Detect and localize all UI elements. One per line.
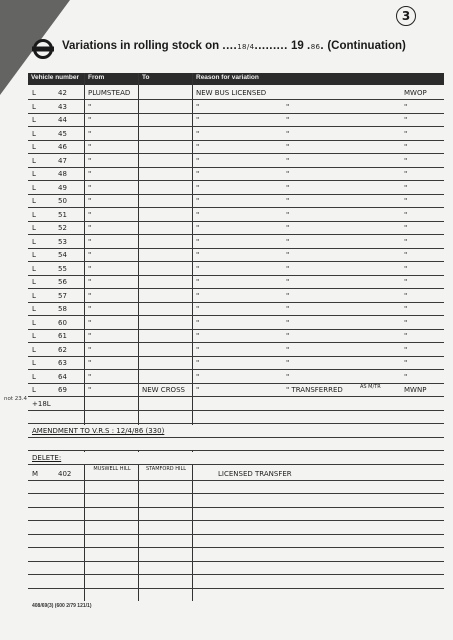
reason-part-4: " — [404, 210, 408, 219]
reason-part-2: " — [286, 143, 290, 151]
vehicle-type: L — [32, 197, 36, 205]
table-row — [28, 330, 444, 343]
reason-part-2: " — [286, 291, 290, 300]
vehicle-type: L — [32, 143, 36, 151]
table-row — [28, 425, 444, 438]
table-row — [28, 465, 444, 481]
table-row — [28, 495, 444, 508]
from-garage: " — [88, 372, 92, 381]
reason-part-4: " — [404, 237, 408, 246]
table-row — [28, 101, 444, 114]
from-garage: " — [88, 143, 92, 151]
reason-part-2: " — [286, 129, 290, 138]
reason-part-4: " — [404, 129, 408, 138]
variations-table — [28, 73, 444, 601]
table-row — [28, 549, 444, 562]
reason-part-2: " — [286, 102, 290, 111]
reason-part-1: " — [196, 183, 200, 192]
total-note: +18L — [32, 399, 51, 408]
reason-part-2: " — [286, 332, 290, 340]
vehicle-type: M — [32, 470, 39, 478]
vehicle-number: 61 — [58, 332, 67, 340]
table-row — [28, 438, 444, 451]
reason-part-1: " — [196, 143, 200, 151]
column-header-vehicle-number: Vehicle number — [31, 74, 80, 81]
table-row — [28, 508, 444, 521]
table-row — [28, 290, 444, 303]
vehicle-number: 48 — [58, 170, 67, 178]
reason-part-4: " — [404, 197, 408, 205]
reason-part-2: " — [286, 251, 290, 259]
vehicle-number: 53 — [58, 237, 67, 246]
reason-part-4: " — [404, 278, 408, 286]
from-garage: " — [88, 102, 92, 111]
from-garage: " — [88, 116, 92, 124]
reason-part-2: " — [286, 183, 290, 192]
table-row — [28, 317, 444, 330]
from-garage: " — [88, 305, 92, 313]
column-header-reason: Reason for variation — [196, 74, 259, 81]
reason-part-4: " — [404, 251, 408, 259]
page-number: 3 — [401, 9, 411, 23]
london-transport-roundel-icon — [32, 38, 54, 60]
vehicle-type: L — [32, 386, 36, 394]
vehicle-number: 49 — [58, 183, 67, 192]
delete-label: DELETE: — [32, 453, 62, 462]
reason-part-2: " — [286, 156, 290, 165]
from-garage: MUSWELL HILL — [93, 466, 131, 472]
vehicle-type: L — [32, 318, 36, 327]
vehicle-type: L — [32, 170, 36, 178]
vehicle-number: 44 — [58, 116, 67, 124]
table-row — [28, 398, 444, 411]
title-year: 86 — [310, 43, 321, 51]
reason-part-4: " — [404, 170, 408, 178]
vehicle-type: L — [32, 278, 36, 286]
vehicle-number: 402 — [58, 470, 72, 478]
form-footer-code: 408/69(3) (600 2/79 121/1) — [32, 603, 92, 609]
reason-part-2: " — [286, 224, 290, 232]
reason-part-4: " — [404, 372, 408, 381]
table-row — [28, 535, 444, 548]
from-garage: " — [88, 170, 92, 178]
vehicle-type: L — [32, 345, 36, 354]
reason-part-4: " — [404, 332, 408, 340]
reason-part-1: " — [196, 197, 200, 205]
reason-part-4: MWOP — [404, 89, 427, 97]
reason-part-2: " — [286, 372, 290, 381]
from-garage: " — [88, 359, 92, 367]
amendment-note: AMENDMENT TO V.R.S : 12/4/86 (330) — [32, 426, 165, 435]
vehicle-number: 45 — [58, 129, 67, 138]
reason-part-1: " — [196, 345, 200, 354]
vehicle-number: 58 — [58, 305, 67, 313]
reason-part-1: " — [196, 224, 200, 232]
reason-part-1: NEW BUS LICENSED — [196, 89, 267, 97]
table-row — [28, 576, 444, 589]
reason-part-2: " — [286, 278, 290, 286]
vehicle-type: L — [32, 183, 36, 192]
vehicle-type: L — [32, 89, 36, 97]
title-suffix: (Continuation) — [327, 40, 406, 52]
reason-part-1: " — [196, 278, 200, 286]
vehicle-number: 69 — [58, 386, 67, 394]
reason-part-2: " — [286, 170, 290, 178]
title-date: 18/4 — [237, 43, 255, 51]
from-garage: " — [88, 278, 92, 286]
reason-part-1: " — [196, 305, 200, 313]
vehicle-type: L — [32, 102, 36, 111]
reason-part-2: " TRANSFERRED — [286, 386, 343, 394]
table-row — [28, 114, 444, 127]
reason-part-1: " — [196, 251, 200, 259]
reason-part-2: " — [286, 197, 290, 205]
table-row — [28, 249, 444, 262]
reason-part-1: " — [196, 332, 200, 340]
reason-part-3: AS M/TR — [360, 384, 381, 390]
reason-part-1: " — [196, 102, 200, 111]
reason-part-4: " — [404, 318, 408, 327]
reason-part-1: " — [196, 386, 200, 394]
table-row — [28, 562, 444, 575]
table-row — [28, 128, 444, 141]
table-row — [28, 276, 444, 289]
table-row — [28, 236, 444, 249]
table-row — [28, 87, 444, 100]
margin-note: not 23.4 — [4, 396, 28, 402]
reason-part-2: " — [286, 359, 290, 367]
page-title: Variations in rolling stock on ....18/4......... 19 .86. (Continuation) — [62, 40, 406, 52]
vehicle-number: 55 — [58, 264, 67, 273]
table-row — [28, 522, 444, 535]
reason-part-2: " — [286, 237, 290, 246]
vehicle-number: 50 — [58, 197, 67, 205]
reason-part-4: " — [404, 345, 408, 354]
reason-part-4: " — [404, 224, 408, 232]
table-row — [28, 222, 444, 235]
vehicle-type: L — [32, 116, 36, 124]
vehicle-type: L — [32, 305, 36, 313]
reason-part-4: " — [404, 116, 408, 124]
reason-part-1: " — [196, 372, 200, 381]
reason-part-4: " — [404, 359, 408, 367]
vehicle-number: 42 — [58, 89, 67, 97]
reason-part-1: " — [196, 129, 200, 138]
reason-part-1: " — [196, 116, 200, 124]
table-row — [28, 141, 444, 154]
table-row — [28, 195, 444, 208]
reason-part-1: " — [196, 318, 200, 327]
from-garage: " — [88, 156, 92, 165]
table-header — [28, 73, 444, 85]
to-garage: NEW CROSS — [142, 386, 185, 394]
table-row — [28, 303, 444, 316]
reason-part-4: MWNP — [404, 386, 427, 394]
reason-part-4: " — [404, 143, 408, 151]
from-garage: " — [88, 264, 92, 273]
reason-part-4: " — [404, 102, 408, 111]
from-garage: " — [88, 197, 92, 205]
vehicle-number: 47 — [58, 156, 67, 165]
reason-part-1: " — [196, 291, 200, 300]
column-header-to: To — [142, 74, 150, 81]
vehicle-number: 64 — [58, 372, 67, 381]
reason-part-2: " — [286, 210, 290, 219]
reason-part-2: " — [286, 264, 290, 273]
from-garage: " — [88, 129, 92, 138]
reason-part-1: " — [196, 170, 200, 178]
table-row — [28, 182, 444, 195]
vehicle-number: 52 — [58, 224, 67, 232]
reason-part-1: " — [196, 156, 200, 165]
vehicle-type: L — [32, 224, 36, 232]
title-prefix: Variations in rolling stock on — [62, 40, 220, 52]
table-row — [28, 209, 444, 222]
title-year-prefix: 19 — [290, 40, 304, 52]
vehicle-number: 56 — [58, 278, 67, 286]
reason-part-4: " — [404, 183, 408, 192]
vehicle-type: L — [32, 129, 36, 138]
vehicle-number: 60 — [58, 318, 67, 327]
vehicle-type: L — [32, 332, 36, 340]
from-garage: " — [88, 251, 92, 259]
vehicle-type: L — [32, 237, 36, 246]
from-garage: " — [88, 237, 92, 246]
vehicle-type: L — [32, 372, 36, 381]
vehicle-type: L — [32, 251, 36, 259]
table-row — [28, 344, 444, 357]
from-garage: " — [88, 386, 92, 394]
table-row — [28, 452, 444, 465]
reason-part-1: " — [196, 264, 200, 273]
table-row — [28, 155, 444, 168]
vehicle-type: L — [32, 359, 36, 367]
table-row — [28, 357, 444, 370]
reason-part-4: " — [404, 291, 408, 300]
from-garage: " — [88, 332, 92, 340]
table-row — [28, 371, 444, 384]
table-row — [28, 263, 444, 276]
page-number-circle — [396, 6, 416, 26]
vehicle-number: 54 — [58, 251, 67, 259]
vehicle-number: 46 — [58, 143, 67, 151]
vehicle-number: 43 — [58, 102, 67, 111]
reason-part-1: " — [196, 210, 200, 219]
vehicle-type: L — [32, 264, 36, 273]
reason-part-2: " — [286, 318, 290, 327]
reason-part-2: " — [286, 345, 290, 354]
reason-part-4: " — [404, 264, 408, 273]
vehicle-number: 57 — [58, 291, 67, 300]
column-header-from: From — [88, 74, 105, 81]
from-garage: " — [88, 318, 92, 327]
table-row — [28, 384, 444, 397]
vehicle-number: 63 — [58, 359, 67, 367]
from-garage: " — [88, 345, 92, 354]
reason-part-2: " — [286, 116, 290, 124]
reason-part-4: " — [404, 156, 408, 165]
table-row — [28, 411, 444, 424]
vehicle-type: L — [32, 156, 36, 165]
from-garage: PLUMSTEAD — [88, 89, 131, 97]
from-garage: " — [88, 224, 92, 232]
reason-part-1: " — [196, 359, 200, 367]
reason: LICENSED TRANSFER — [218, 470, 292, 478]
vehicle-number: 62 — [58, 345, 67, 354]
table-row — [28, 168, 444, 181]
vehicle-number: 51 — [58, 210, 67, 219]
reason-part-2: " — [286, 305, 290, 313]
reason-part-4: " — [404, 305, 408, 313]
vehicle-type: L — [32, 210, 36, 219]
from-garage: " — [88, 183, 92, 192]
vehicle-type: L — [32, 291, 36, 300]
to-garage: STAMFORD HILL — [145, 466, 187, 472]
reason-part-1: " — [196, 237, 200, 246]
from-garage: " — [88, 210, 92, 219]
table-row — [28, 481, 444, 494]
from-garage: " — [88, 291, 92, 300]
